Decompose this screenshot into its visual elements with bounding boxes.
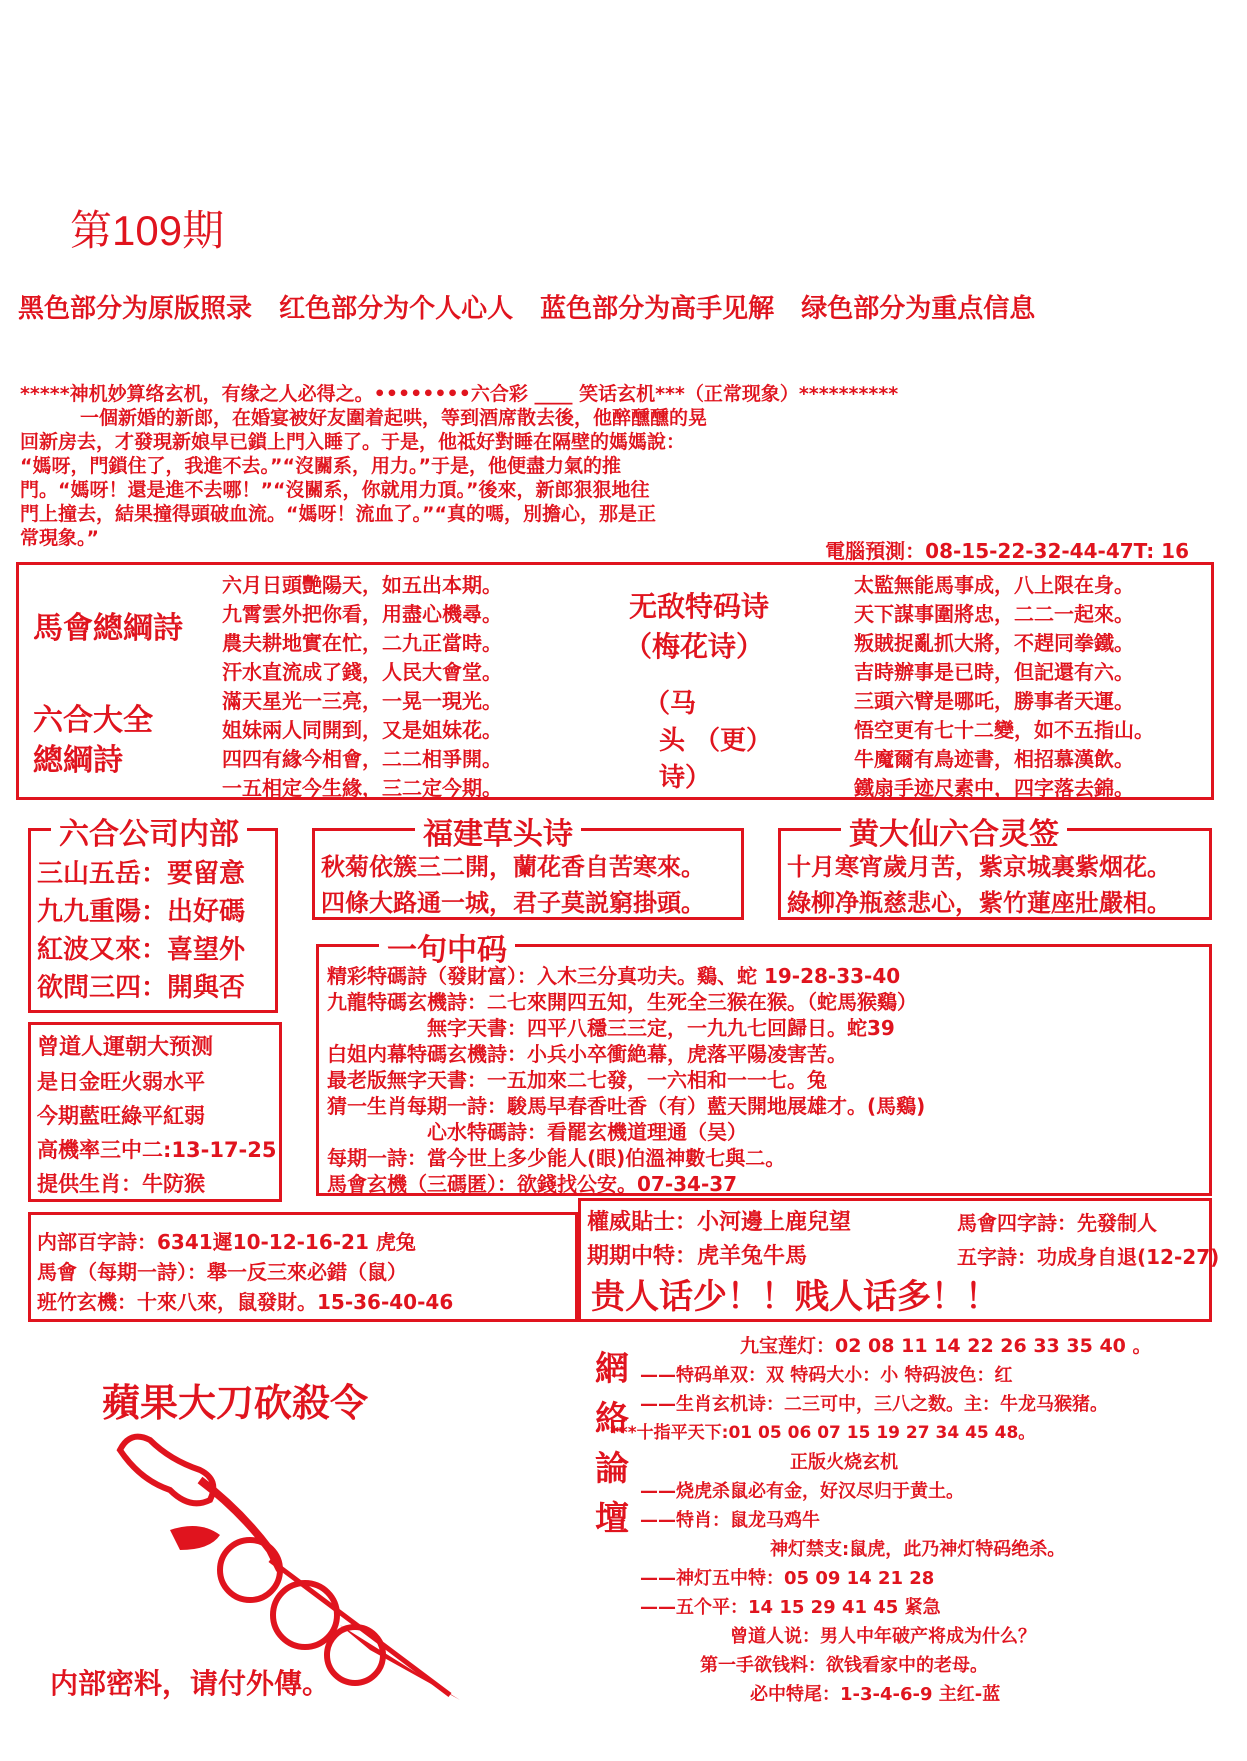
company-line: 三山五岳：要留意	[37, 859, 246, 889]
authority-box	[578, 1198, 1220, 1322]
left-title-1: 馬會總綱詩	[33, 611, 183, 646]
poem-line: 三頭六臂是哪吒，勝事者天運。	[854, 689, 1134, 713]
forum-line: ***十指平天下:01 05 06 07 15 19 27 34 45 48。	[610, 1423, 1036, 1443]
legend-blue: 蓝色部分为高手见解	[540, 294, 775, 324]
forum-line: ——神灯五中特：05 09 14 21 28	[640, 1568, 935, 1589]
forum-line: ——烧虎杀鼠必有金，好汉尽归于黄土。	[640, 1481, 964, 1502]
yiju-line: 無字天書：四平八穩三三定，一九九七回歸日。蛇39	[427, 1016, 895, 1040]
poem-box	[16, 562, 1214, 800]
yiju-line: 心水特碼詩：看罷玄機道理通（吴）	[427, 1120, 747, 1144]
poem-line: 叛賊捉亂抓大將，不趕同拳鐵。	[854, 631, 1134, 655]
story-header: *****神机妙算络玄机，有缘之人必得之。••••••••六合彩 ____ 笑话玄机***（正常现象）**********	[20, 383, 899, 405]
huang-title: 黄大仙六合灵签	[841, 809, 1067, 853]
right-poem-lines	[854, 571, 1154, 803]
legend-red: 红色部分为个人心人	[279, 294, 514, 324]
mid-bottom-3: 诗）	[659, 763, 712, 793]
apple-footer: 内部密料，请付外傳。	[50, 1667, 331, 1700]
fujian-lines	[321, 849, 705, 921]
huang-line: 十月寒宵歲月苦，紫京城裏紫烟花。	[787, 853, 1171, 881]
forum-char: 論	[595, 1449, 629, 1489]
yiju-lines	[327, 963, 925, 1197]
zengdao-line: 提供生肖：牛防猴	[37, 1172, 205, 1196]
story-line: 門。“媽呀！還是進不去哪！”“沒關系，你就用力頂。”後來，新郎狠狠地往	[20, 479, 650, 501]
story-line: 常現象。”	[20, 527, 99, 549]
bottom-left-lines	[37, 1227, 453, 1317]
company-title: 六合公司内部	[51, 809, 247, 853]
bottom-left-line: 馬會（每期一詩）：舉一反三來必錯（鼠）	[37, 1260, 407, 1284]
forum-line: 正版火烧玄机	[790, 1452, 898, 1473]
joke-story	[20, 382, 1210, 550]
authority-four-char: 馬會四字詩：先發制人	[957, 1211, 1157, 1235]
forum-line: 必中特尾：1-3-4-6-9 主红-蓝	[750, 1684, 1001, 1705]
yiju-line: 馬會玄機（三碼匿）：欲錢找公安。07-34-37	[327, 1172, 738, 1196]
forum-line: ——特码单双：双 特码大小：小 特码波色：红	[640, 1365, 1013, 1386]
poem-line: 吉時辦事是已時，但記還有六。	[854, 660, 1134, 684]
yiju-line: 精彩特碼詩（發財富）：入木三分真功夫。鷄、蛇 19-28-33-40	[327, 964, 901, 988]
authority-every-issue: 期期中特：虎羊兔牛馬	[587, 1244, 808, 1269]
authority-slogan: 贵人话少！！贱人话多！！	[591, 1277, 999, 1317]
left-title-2a: 六合大全	[33, 703, 153, 738]
yiju-title: 一句中码	[379, 925, 515, 969]
forum-line: ——五个平：14 15 29 41 45 紧急	[640, 1597, 941, 1618]
zengdao-line: 高機率三中二:13-17-25	[37, 1138, 277, 1162]
huang-lines	[787, 849, 1171, 921]
yiju-box	[316, 933, 1212, 1196]
fujian-line: 秋菊依簇三二開，蘭花香自苦寒來。	[321, 853, 705, 881]
forum-char: 壇	[595, 1499, 629, 1539]
forum-line: 第一手欲钱料：欲钱看家中的老母。	[700, 1655, 988, 1676]
forum-line: ——生肖玄机诗：二三可中，三八之数。主：牛龙马猴猪。	[640, 1394, 1108, 1415]
forum-char: 絡	[595, 1399, 629, 1439]
company-line: 紅波又來：喜望外	[37, 935, 246, 965]
poem-line: 鐵扇手迹尺素中，四字落去錦。	[854, 776, 1134, 800]
forum-lines	[610, 1332, 1235, 1709]
forum-line: 曾道人说：男人中年破产将成为什么？	[730, 1626, 1036, 1647]
legend-black: 黑色部分为原版照录	[18, 294, 253, 324]
zengdao-title: 曾道人運朝大预测	[37, 1035, 214, 1060]
company-line: 欲問三四：開與否	[37, 973, 246, 1003]
poem-line: 天下謀事圍將忠，二二一起來。	[854, 602, 1134, 626]
forum-char: 網	[595, 1349, 629, 1389]
company-lines	[37, 855, 245, 1007]
forum-line: 神灯禁支:鼠虎，此乃神灯特码绝杀。	[770, 1539, 1066, 1560]
zengdao-line: 是日金旺火弱水平	[37, 1070, 205, 1094]
story-line: 門上撞去，結果撞得頭破血流。“媽呀！流血了。”“真的嗎，別擔心，那是正	[20, 503, 656, 525]
poem-line: 滿天星光一三亮，一晃一現光。	[222, 689, 502, 713]
left-poem-lines	[222, 571, 502, 803]
left-title-2b: 總綱詩	[33, 743, 123, 778]
zengdao-box	[28, 1022, 282, 1202]
poem-line: 牛魔爾有鳥迹書，相招慕漢飲。	[854, 747, 1134, 771]
color-legend	[18, 288, 1053, 325]
poem-line: 九霄雲外把你看，用盡心機尋。	[222, 602, 502, 626]
mid-title: 无敌特码诗	[629, 590, 770, 623]
poem-line: 悟空更有七十二變，如不五指山。	[854, 718, 1154, 742]
mid-subtitle: （梅花诗）	[624, 630, 765, 663]
poem-line: 一五相定今生緣，三二定今期。	[222, 776, 502, 800]
yiju-line: 最老版無字天書：一五加來二七發，一六相和一一七。兔	[327, 1068, 827, 1092]
apple-title: 蘋果大刀砍殺令	[102, 1380, 369, 1425]
huang-line: 綠柳净瓶慈悲心，紫竹蓮座壯嚴相。	[787, 889, 1171, 917]
zengdao-line: 今期藍旺綠平紅弱	[37, 1104, 205, 1128]
bottom-left-box	[28, 1212, 578, 1322]
company-box	[28, 817, 278, 1013]
story-line: 回新房去，才發現新娘早已鎖上門入睡了。于是，他祗好對睡在隔壁的媽媽說：	[20, 431, 686, 453]
story-line: “媽呀，門鎖住了，我進不去。”“沒關系，用力。”于是，他便盡力氣的推	[20, 455, 621, 477]
mid-bottom-2: 头 （更）	[659, 726, 773, 756]
computer-prediction: 電腦預測：08-15-22-32-44-47T: 16	[825, 539, 1189, 563]
yiju-line: 白姐内幕特碼玄機詩：小兵小卒衝絶幕，虎落平陽凌害苦。	[327, 1042, 847, 1066]
yiju-line: 每期一詩：當今世上多少能人(眼)伯溫神數七與二。	[327, 1146, 786, 1170]
fujian-title: 福建草头诗	[415, 809, 581, 853]
poem-line: 六月日頭艷陽天，如五出本期。	[222, 573, 502, 597]
poem-line: 四四有緣今相會，二二相爭開。	[222, 747, 502, 771]
authority-five-char: 五字詩：功成身自退(12-27)	[957, 1245, 1220, 1269]
forum-line: 九宝莲灯：02 08 11 14 22 26 33 35 40 。	[740, 1335, 1152, 1357]
legend-green: 绿色部分为重点信息	[801, 294, 1036, 324]
yiju-line: 九龍特碼玄機詩：二七來開四五知，生死全三猴在猴。（蛇馬猴鷄）	[327, 990, 917, 1014]
poem-line: 太監無能馬事成，八上限在身。	[854, 573, 1134, 597]
fujian-line: 四條大路通一城，君子莫説窮掛頭。	[321, 889, 705, 917]
mid-bottom-1: （马	[644, 689, 697, 719]
knife-icon	[110, 1420, 470, 1700]
poem-line: 姐妹兩人同開到，又是姐妹花。	[222, 718, 502, 742]
fujian-box	[312, 817, 744, 920]
forum-line: ——特肖：鼠龙马鸡牛	[640, 1510, 820, 1531]
issue-number: 第109期	[70, 207, 225, 254]
poem-line: 農夫耕地實在忙，二九正當時。	[222, 631, 502, 655]
bottom-left-line: 班竹玄機：十來八來，鼠發財。15-36-40-46	[37, 1290, 454, 1314]
zengdao-content	[37, 1031, 277, 1201]
yiju-line: 猜一生肖每期一詩：駿馬早春香吐香（有）藍天開地展雄才。(馬鷄)	[327, 1094, 926, 1118]
huang-box	[778, 817, 1212, 920]
story-line: 一個新婚的新郎，在婚宴被好友圍着起哄，等到酒席散去後，他醉醺醺的晃	[80, 407, 708, 429]
authority-tip: 權威貼士：小河邊上鹿兒望	[587, 1210, 852, 1235]
poem-line: 汗水直流成了錢，人民大會堂。	[222, 660, 502, 684]
company-line: 九九重陽：出好碼	[37, 897, 246, 927]
bottom-left-line: 内部百字詩：6341遲10-12-16-21 虎兔	[37, 1230, 416, 1254]
